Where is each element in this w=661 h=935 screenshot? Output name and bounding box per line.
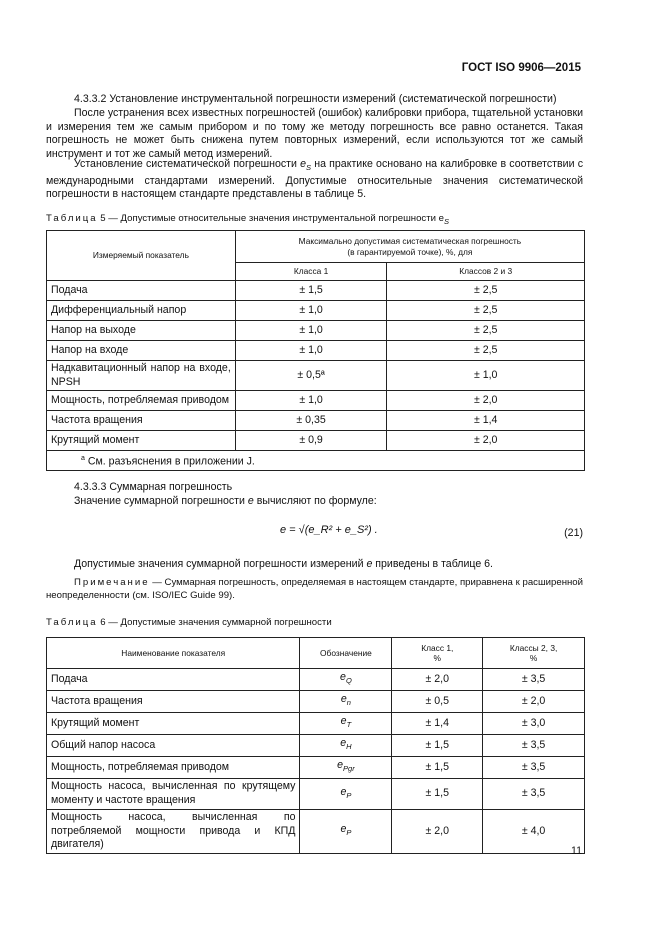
page-number: 11 (571, 845, 582, 857)
table-row: Дифференциальный напор ± 1,0 ± 2,5 (47, 301, 585, 321)
table-row: Мощность, потребляемая приводом $e_{Pgr}$ ± 1,5 ± 3,5 (47, 757, 585, 779)
table-5 (46, 230, 585, 471)
table5-header-group: Максимально допустимая систематическая погрешность (в гарантируемой точке), %, для (235, 231, 584, 263)
section-4333-paragraph-2: Допустимые значения суммарной погрешности измерений e приведены в таблице 6. (74, 558, 494, 570)
table-row: Надкавитационный напор на входе, NPSH ± 0,5ª ± 1,0 (47, 361, 585, 391)
table-row: Подача ± 1,5 ± 2,5 (47, 281, 585, 301)
table-row: Мощность, потребляемая приводом ± 1,0 ± 2,0 (47, 391, 585, 411)
table6-caption: Таблица 6 — Допустимые значения суммарной погрешности (46, 617, 332, 628)
table5-header-param: Измеряемый показатель (47, 231, 236, 281)
table5-footnote: $^a$ См. разъяснения в приложении J. (47, 451, 585, 471)
table-row: Частота вращения ± 0,35 ± 1,4 (47, 411, 585, 431)
section-4332-paragraph-2: Установление систематической погрешности $e_S$ на практике основано на калибровке в соответствии с международными стандартами измерений. Допустимые относительные значения систематической погрешности в настоящем стандарте представлены в таблице 5. (46, 158, 583, 201)
table-row: Крутящий момент ± 0,9 ± 2,0 (47, 431, 585, 451)
equation-number: (21) (564, 527, 583, 539)
table-row: Общий напор насоса $e_H$ ± 1,5 ± 3,5 (47, 735, 585, 757)
table6-header-symbol: Обозначение (300, 638, 392, 669)
table6-header-class23: Классы 2, 3, % (483, 638, 585, 669)
section-4332-heading: 4.3.3.2 Установление инструментальной погрешности измерений (систематической погрешности) (74, 93, 557, 105)
table6-header-class1: Класс 1, % (392, 638, 483, 669)
table6-header-name: Наименование показателя (47, 638, 300, 669)
section-4333-heading: 4.3.3.3 Суммарная погрешность (74, 481, 233, 493)
document-id-header: ГОСТ ISO 9906—2015 (461, 62, 581, 74)
table-6 (46, 637, 585, 854)
table5-header-class23: Классов 2 и 3 (387, 263, 585, 281)
table5-header-class1: Класса 1 (235, 263, 387, 281)
table-row: Мощность насоса, вычисленная по крутящему моменту и частоте вращения $e_P$ ± 1,5 ± 3,5 (47, 779, 585, 810)
table-row: Напор на выходе ± 1,0 ± 2,5 (47, 321, 585, 341)
section-4333-note: Примечание — Суммарная погрешность, определяемая в настоящем стандарте, приравнена к расширенной неопределенности (см. ISO/IEC Guide 99). (46, 577, 583, 601)
table-row: Напор на входе ± 1,0 ± 2,5 (47, 341, 585, 361)
formula-21: e = √(e_R² + e_S²) . (280, 524, 378, 536)
section-4333-paragraph-1: Значение суммарной погрешности e вычисляют по формуле: (74, 495, 377, 507)
table-row: Мощность насоса, вычисленная по потребляемой мощности привода и КПД двигателя) $e_P$ ± 2,0 ± 4,0 (47, 810, 585, 854)
table-row: Крутящий момент $e_T$ ± 1,4 ± 3,0 (47, 713, 585, 735)
table-row: Подача $e_Q$ ± 2,0 ± 3,5 (47, 669, 585, 691)
section-4332-paragraph-1: После устранения всех известных погрешностей (ошибок) калибровки прибора, тщательной установки и измерения тем же самым прибором и по тому же методу погрешность все равно останется. Такая погрешность не может быть снижена путем повторных измерений, если используются тот же самый инструмент и тот же самый метод измерений. (46, 107, 583, 160)
table5-caption: Таблица 5 — Допустимые относительные значения инструментальной погрешности $e_S$ (46, 213, 449, 226)
table-row: Частота вращения $e_n$ ± 0,5 ± 2,0 (47, 691, 585, 713)
